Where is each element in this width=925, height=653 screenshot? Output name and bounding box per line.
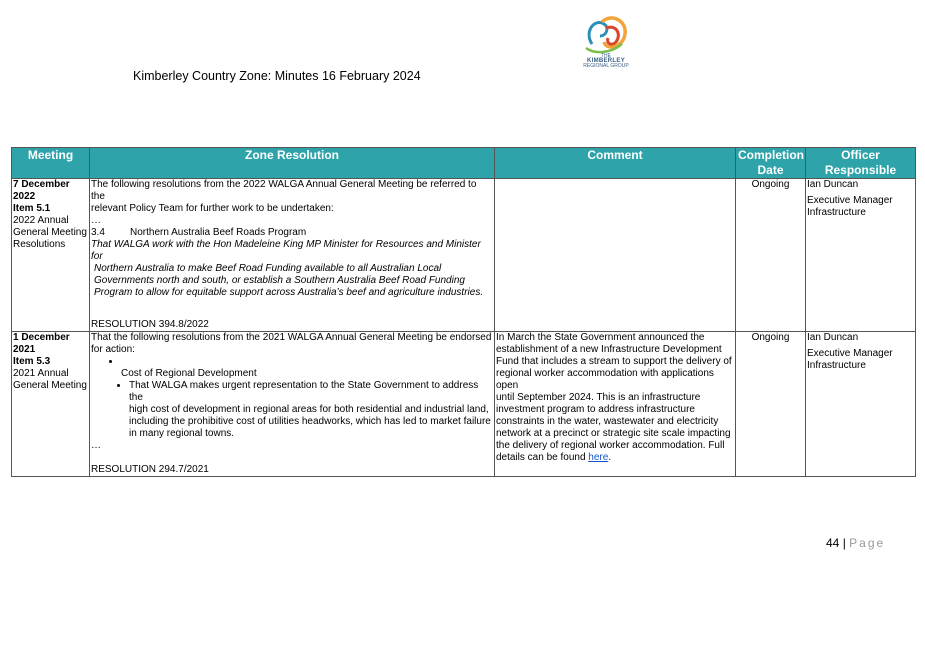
zone-resolution-cell: The following resolutions from the 2022 WALGA Annual General Meeting be referred to the relevant Policy Team for further work to be undertaken: … 3.4 Northern Australia Beef Roads Program That WALGA work with the Hon Madeleine King MP Minister for Resources and Minister for Northern Australia to make Beef Road Funding available to all Australian Local Governments north and south, or establish a Southern Australia Beef Road Funding Program to allow for equitable support across Australia’s beef and agriculture industries. RESOLUTION 394.8/2022 <box>90 179 495 332</box>
table-row <box>12 179 916 332</box>
officer-cell: Ian Duncan Executive Manager Infrastructure <box>806 332 916 477</box>
minutes-table <box>11 147 916 477</box>
column-header-officer-responsible: Officer Responsible <box>806 148 916 179</box>
zone-resolution-cell: That the following resolutions from the 2021 WALGA Annual General Meeting be endorsed for action: • Cost of Regional Development • That WALGA makes urgent representation to the State Government to address the high cost of development in regional areas for both residential and industrial land, including the prohibitive cost of utilities headworks, which has led to market failure in many regional towns. … RESOLUTION 294.7/2021 <box>90 332 495 477</box>
column-header-meeting: Meeting <box>12 148 90 179</box>
details-here-link[interactable]: here <box>588 452 609 463</box>
bullet-heading: Cost of Regional Development <box>121 368 257 379</box>
officer-cell: Ian Duncan Executive Manager Infrastructure <box>806 179 916 332</box>
list-item: • That WALGA makes urgent representation to the State Government to address the high cost of development in regional areas for both residential and industrial land, including the prohibitive cost of utilities headworks, which has led to market failure in many regional towns. <box>129 380 493 440</box>
meeting-cell: 7 December 2022 Item 5.1 2022 Annual General Meeting Resolutions <box>12 179 90 332</box>
logo-main-text: KIMBERLEY <box>586 58 626 64</box>
comment-cell: In March the State Government announced the establishment of a new Infrastructure Development Fund that includes a stream to support the delivery of regional worker accommodation with applications open until September 2024. This is an infrastructure investment program to address infrastructure constraints in the water, wastewater and electricity network at a precinct or strategic site scale impacting the delivery of regional worker accommodation. Full details can be found here. <box>495 332 736 477</box>
resolution-reference: RESOLUTION 394.8/2022 <box>91 319 209 330</box>
meeting-cell: 1 December 2021 Item 5.3 2021 Annual General Meeting <box>12 332 90 477</box>
column-header-zone-resolution: Zone Resolution <box>90 148 495 179</box>
list-item <box>121 356 493 368</box>
resolution-bullet-list <box>91 356 493 368</box>
table-row <box>12 332 916 477</box>
document-title: Kimberley Country Zone: Minutes 16 February 2024 <box>133 69 421 83</box>
table-header-row <box>12 148 916 179</box>
logo-sub-text: REGIONAL GROUP <box>583 63 629 69</box>
column-header-completion-date: Completion Date <box>736 148 806 179</box>
completion-status: Ongoing <box>736 332 806 477</box>
comment-cell <box>495 179 736 332</box>
resolution-reference: RESOLUTION 294.7/2021 <box>91 464 209 475</box>
column-header-comment: Comment <box>495 148 736 179</box>
completion-status: Ongoing <box>736 179 806 332</box>
logo-top-text: THE <box>601 53 611 59</box>
sub-item-heading: 3.4 Northern Australia Beef Roads Program <box>91 227 307 238</box>
page-number: 44 | Page <box>826 536 886 550</box>
logo-wordmark <box>578 54 634 69</box>
